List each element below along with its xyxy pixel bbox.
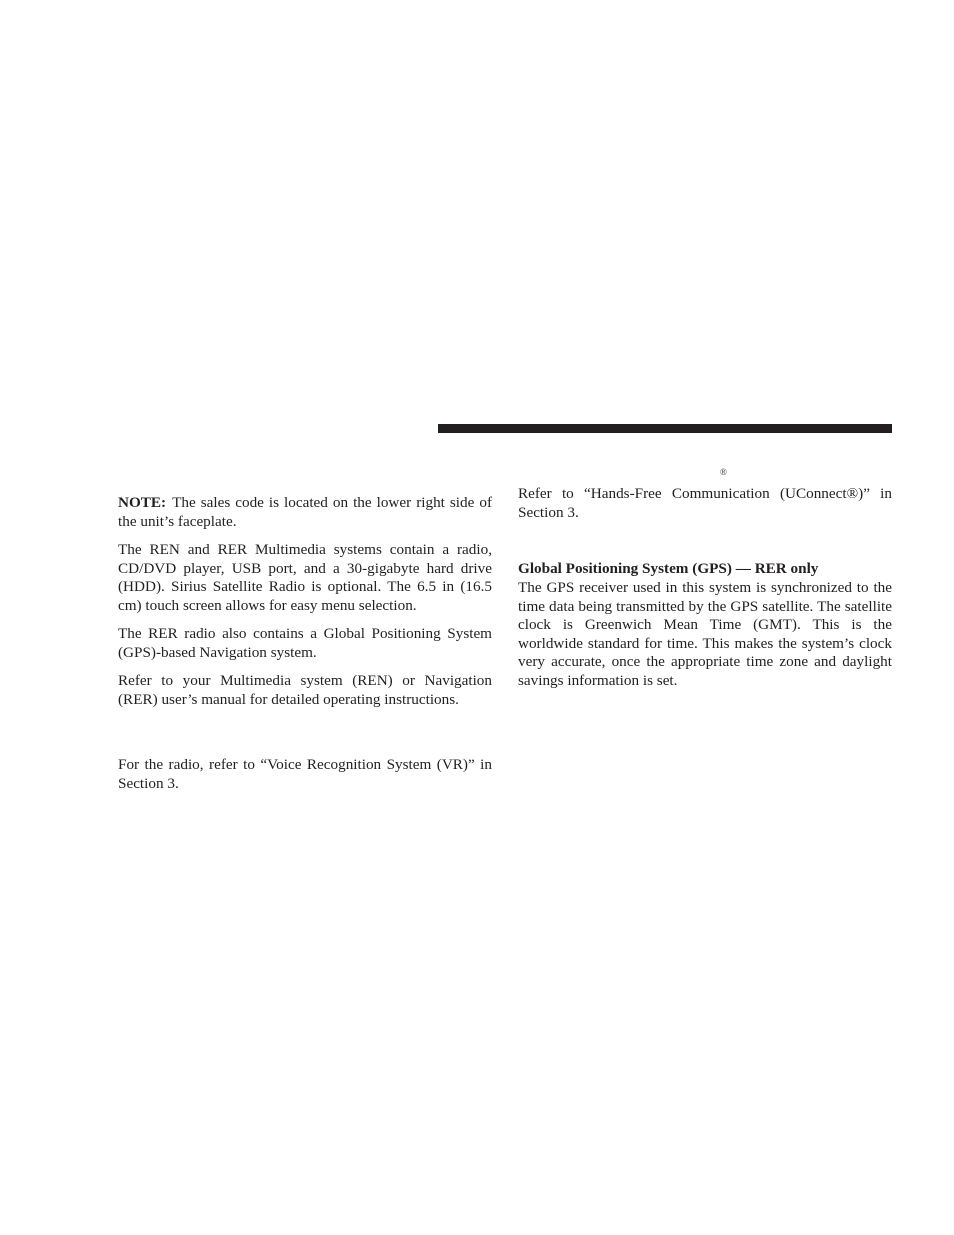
note-paragraph: [118, 494, 492, 531]
rer-gps-paragraph: The RER radio also contains a Global Positioning System (GPS)-based Navigation system.: [118, 625, 492, 661]
note-text: The sales code is located on the lower right side of the unit’s faceplate.: [118, 494, 492, 530]
note-label: NOTE:: [118, 494, 167, 511]
refer-manual-paragraph: Refer to your Multimedia system (REN) or Navigation (RER) user’s manual for detailed operating instructions.: [118, 672, 492, 708]
handsfree-paragraph: Refer to “Hands-Free Communication (UConnect®)” in Section 3.: [518, 485, 892, 521]
systems-paragraph: The REN and RER Multimedia systems contain a radio, CD/DVD player, USB port, and a 30-gigabyte hard drive (HDD). Sirius Satellite Radio is optional. The 6.5 in (16.5 cm) touch screen allows for easy menu selection.: [118, 541, 492, 614]
registered-mark: ®: [720, 467, 727, 477]
voice-recognition-paragraph: For the radio, refer to “Voice Recognition System (VR)” in Section 3.: [118, 756, 492, 792]
gps-paragraph: The GPS receiver used in this system is synchronized to the time data being transmitted by the GPS satellite. The satellite clock is Greenwich Mean Time (GMT). This is the worldwide standard for time. This makes the system’s clock very accurate, once the appropriate time zone and daylight savings information is set.: [518, 579, 892, 689]
gps-heading: Global Positioning System (GPS) — RER only: [518, 560, 819, 577]
section-divider-bar: [438, 424, 892, 433]
